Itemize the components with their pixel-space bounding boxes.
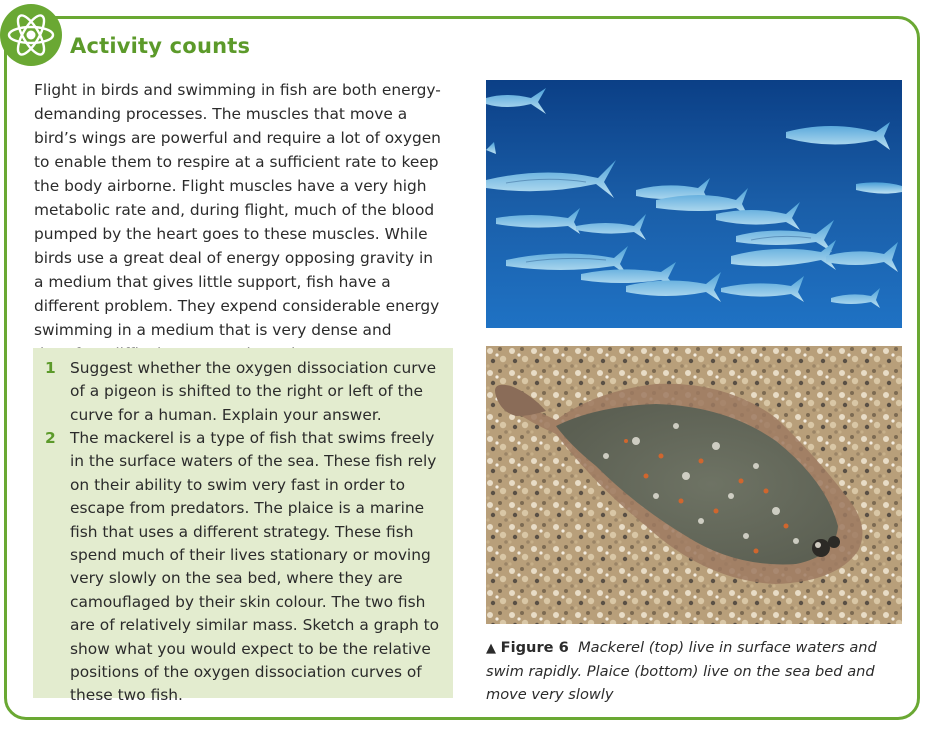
questions-box: [33, 348, 453, 705]
question-number: 2: [45, 429, 56, 447]
intro-paragraph: Flight in birds and swimming in fish are both energy-demanding processes. The muscles that move a bird’s wings are powerful and require a lot of oxygen to enable them to respire at a sufficient rate to keep the body airborne. Flight muscles have a very high metabolic rate and, during flight, much of the blood pumped by the heart goes to these muscles. While birds use a great deal of energy opposing gravity in a medium that gives little support, fish have a different problem. They expend considerable energy swimming in a medium that is very dense and: [34, 81, 441, 339]
figure-label: Figure 6: [500, 639, 569, 656]
atom-icon: [0, 4, 62, 66]
question-1: [45, 357, 445, 427]
question-text: The mackerel is a type of fish that swims freely in the surface waters of the sea. These fish rely on their ability to swim very fast in order to escape from predators. The plaice is a marine fish that uses a different strategy. These fish spend much of their lives stationary or moving very slowly on the sea bed, where they are camouflaged by their skin colour. The two fish are of relatively similar mass. Sketch a graph to show what you would expect to be the relative positions of the oxygen dissociation curves of these two fish.: [70, 429, 440, 705]
question-number: 1: [45, 359, 56, 377]
mackerel-photo: [486, 80, 902, 328]
plaice-photo: [486, 346, 902, 624]
figure-caption: [486, 636, 906, 706]
section-title: Activity counts: [70, 34, 251, 58]
triangle-up-icon: ▲: [486, 641, 496, 656]
figure-caption-text: Mackerel (top) live in surface waters and swim rapidly. Plaice (bottom) live on the sea bed and move very slowly: [486, 639, 877, 703]
question-2: [45, 427, 445, 708]
question-text: Suggest whether the oxygen dissociation curve of a pigeon is shifted to the right or left of the curve for a human. Explain your answer.: [70, 359, 437, 424]
